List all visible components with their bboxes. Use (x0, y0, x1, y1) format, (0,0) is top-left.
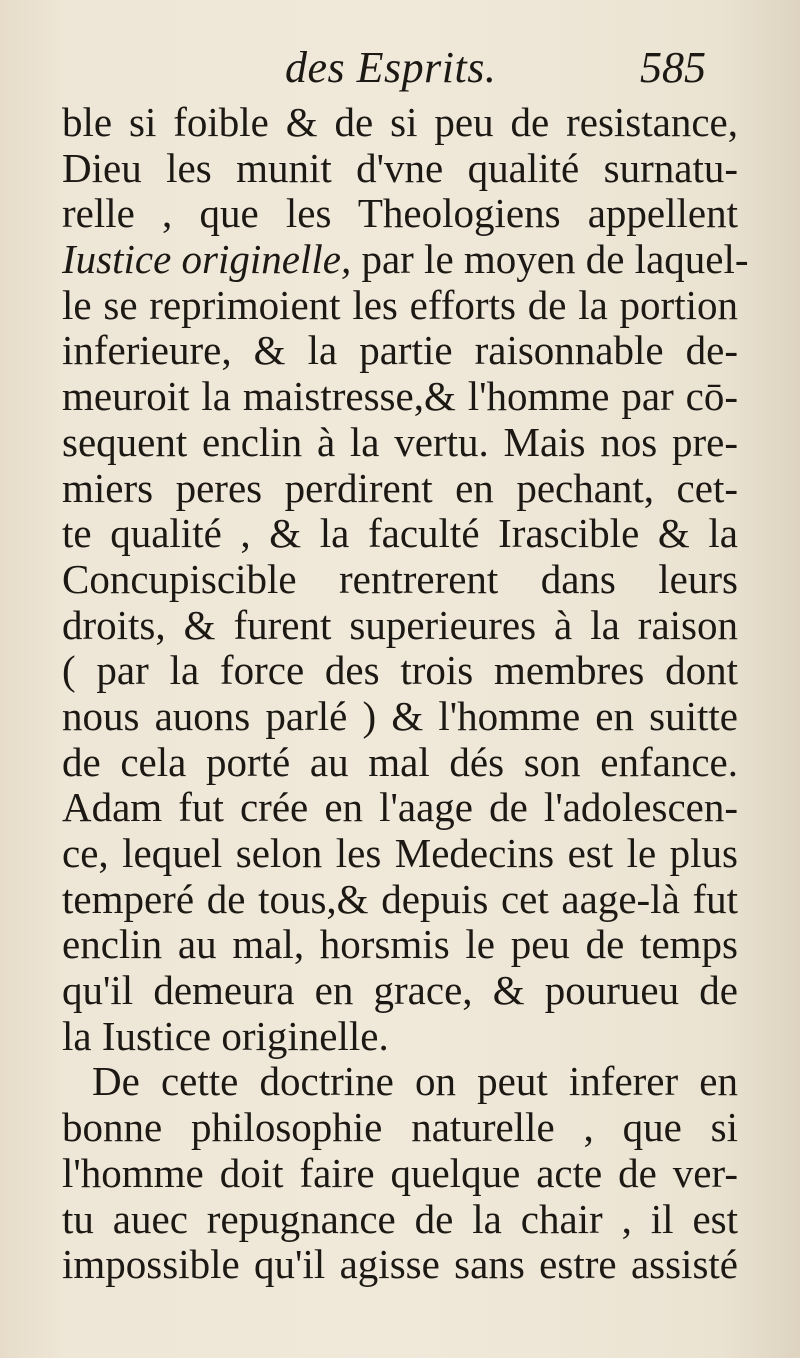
text-line: nous auons parlé ) & l'homme en suitte (62, 692, 738, 739)
text-line: relle , que les Theologiens appellent (62, 190, 738, 237)
text-line: ( par la force des trois membres dont (62, 647, 738, 694)
text-line: Concupiscible rentrerent dans leurs (62, 555, 738, 602)
text-line: ce, lequel selon les Medecins est le plus (62, 830, 738, 876)
text-line: impossible qu'il agisse sans estre assisté (62, 1241, 738, 1288)
text-line: bonne philosophie naturelle , que si (62, 1104, 738, 1151)
text-line: miers peres perdirent en pechant, cet- (62, 464, 738, 511)
text-line: temperé de tous,& depuis cet aage-là fut (62, 875, 738, 922)
text-line: te qualité , & la faculté Irascible & la (62, 510, 738, 557)
text-line: De cette doctrine on peut inferer en (92, 1058, 738, 1105)
body-text (62, 99, 749, 1288)
text-line: meuroit la maistresse,& l'homme par cō- (62, 373, 738, 420)
text-line: qu'il demeura en grace, & pourueu de (62, 967, 738, 1014)
text-line: inferieure, & la partie raisonnable de- (62, 327, 738, 374)
text-line: Dieu les munit d'vne qualité surnatu- (62, 144, 738, 191)
text-line: Adam fut crée en l'aage de l'adolescen- (62, 784, 738, 831)
text-line: de cela porté au mal dés son enfance. (62, 738, 738, 785)
text-line: le se reprimoient les efforts de la portion (62, 281, 738, 328)
text-line: ble si foible & de si peu de resistance, (62, 99, 738, 145)
running-title: des Esprits. (285, 43, 497, 92)
page-header (0, 40, 800, 100)
text-line: l'homme doit faire quelque acte de ver- (62, 1149, 738, 1196)
text-line: la Iustice originelle. (62, 1012, 389, 1059)
text-line (62, 236, 749, 283)
text-line: droits, & furent superieures à la raison (62, 601, 738, 648)
page-number: 585 (640, 43, 706, 92)
text-line: tu auec repugnance de la chair , il est (62, 1195, 738, 1242)
text-line: enclin au mal, horsmis le peu de temps (62, 921, 738, 968)
italic-term: Iustice originelle, (62, 236, 352, 283)
text-line: sequent enclin à la vertu. Mais nos pre- (62, 418, 738, 465)
text-span: par le moyen de laquel- (361, 236, 749, 283)
